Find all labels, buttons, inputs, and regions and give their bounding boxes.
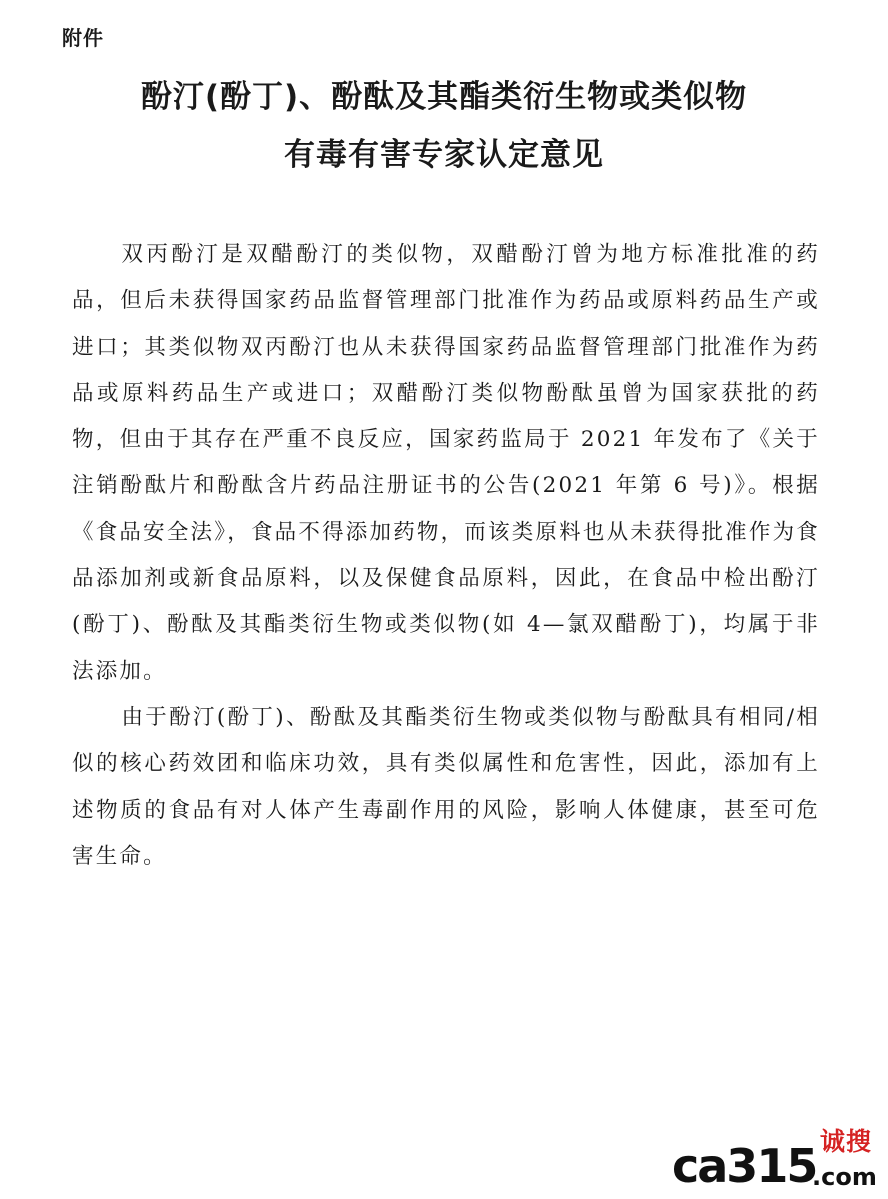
watermark-logo-text: ca315: [672, 1139, 817, 1193]
document-body: [72, 232, 820, 880]
attachment-label: 附件: [62, 26, 104, 50]
document-title-line2: 有毒有害专家认定意见: [284, 137, 604, 173]
paragraph-2: 由于酚汀(酚丁)、酚酞及其酯类衍生物或类似物与酚酞具有相同/相似的核心药效团和临床功效，具有类似属性和危害性，因此，添加有上述物质的食品有对人体产生毒副作用的风险，影响人体健康，甚至可危害生命。: [72, 704, 820, 869]
paragraph-1: 双丙酚汀是双醋酚汀的类似物，双醋酚汀曾为地方标准批准的药品，但后未获得国家药品监督管理部门批准作为药品或原料药品生产或进口；其类似物双丙酚汀也从未获得国家药品监督管理部门批准作为药品或原料药品生产或进口；双醋酚汀类似物酚酞虽曾为国家获批的药物，但由于其存在严重不良反应，国家药监局于 2021 年发布了《关于注销酚酞片和酚酞含片药品注册证书的公告(2021 年第 6 号)》。根据《食品安全法》，食品不得添加药物，而该类原料也从未获得批准作为食品添加剂或新食品原料，以及保健食品原料，因此，在食品中检出酚汀(酚丁)、酚酞及其酯类衍生物或类似物(如 4—氯双醋酚丁)，均属于非法添加。: [72, 242, 820, 684]
watermark-domain-text: .com: [812, 1163, 877, 1191]
document-title-line1: 酚汀(酚丁)、酚酞及其酯类衍生物或类似物: [140, 79, 748, 115]
watermark-cn-text: 诚搜: [820, 1127, 873, 1156]
watermark-logo: [672, 1125, 884, 1197]
